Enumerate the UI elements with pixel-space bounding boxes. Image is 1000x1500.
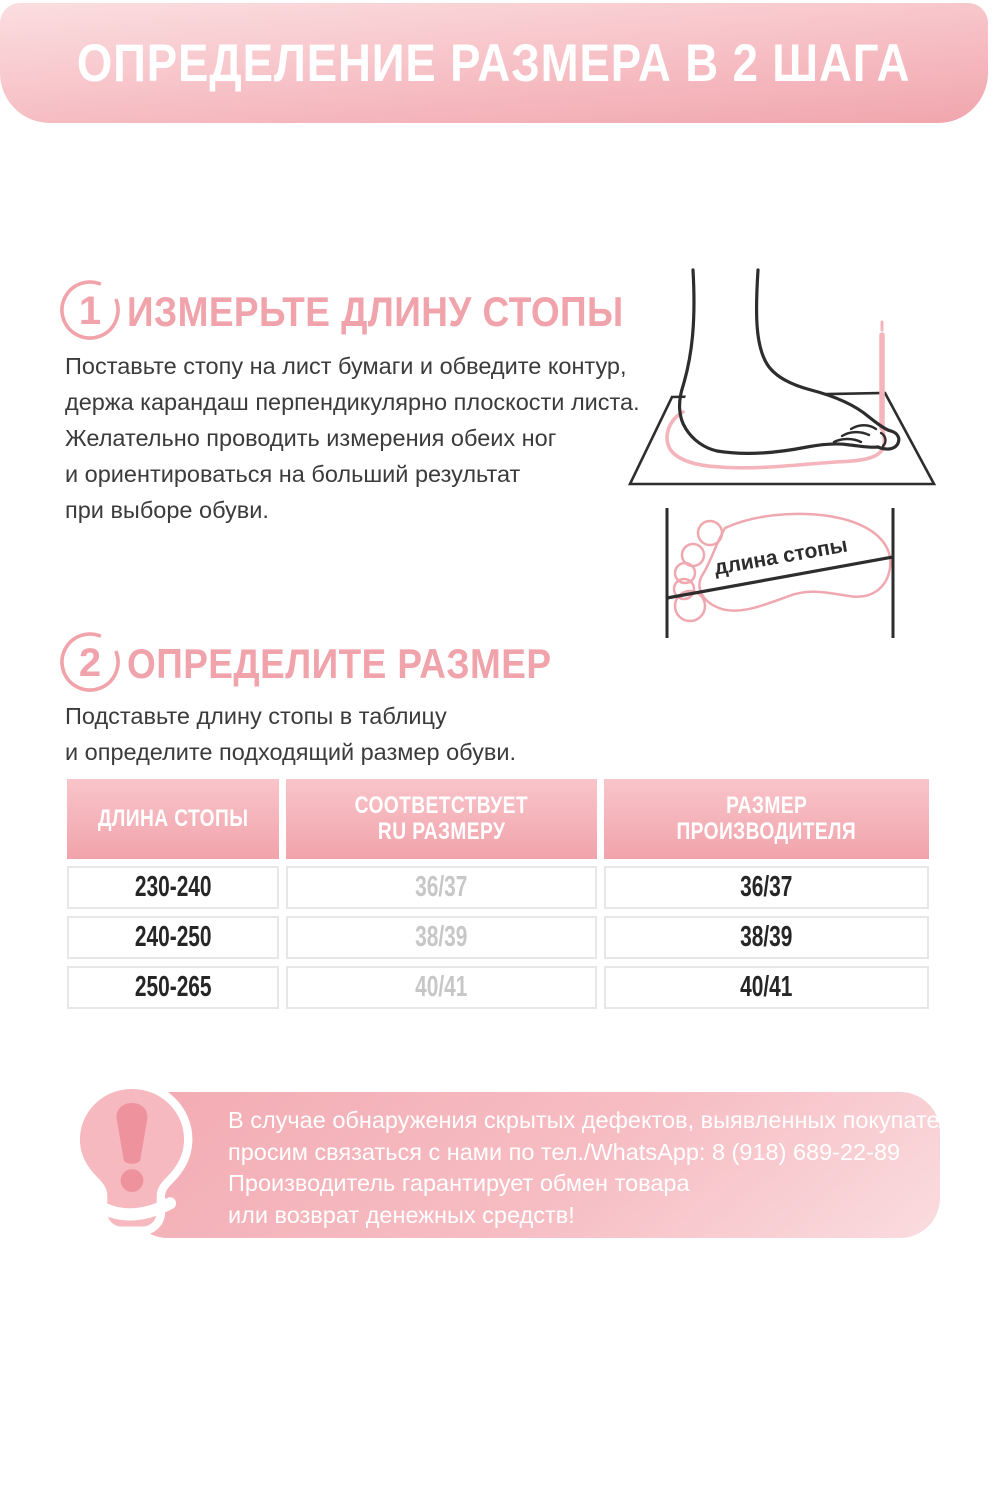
step-1-description <box>65 348 640 528</box>
table-cell-foot-length: 250-265 <box>67 966 279 1009</box>
size-table <box>67 779 929 1009</box>
step-2-line: Подставьте длину стопы в таблицу <box>65 703 447 729</box>
step-1-line: держа карандаш перпендикулярно плоскости листа. <box>65 389 640 415</box>
foot-length-illustration <box>640 500 920 660</box>
table-cell-ru-size: 36/37 <box>286 866 597 909</box>
foot-length-label: длина стопы <box>712 533 850 580</box>
warning-lightbulb-icon <box>56 1080 208 1237</box>
step-2-title: ОПРЕДЕЛИТЕ РАЗМЕР <box>127 640 552 687</box>
notice-line: или возврат денежных средств! <box>228 1201 575 1228</box>
column-header-foot-length: ДЛИНА СТОПЫ <box>67 779 279 859</box>
step-2-description <box>65 698 516 770</box>
step-2-number: 2 <box>78 641 102 685</box>
step-2-line: и определите подходящий размер обуви. <box>65 739 516 765</box>
table-cell-ru-size: 38/39 <box>286 916 597 959</box>
table-cell-manufacturer-size: 38/39 <box>604 916 929 959</box>
step-1-line: Поставьте стопу на лист бумаги и обведите контур, <box>65 353 627 379</box>
exclamation-dot-shape <box>121 1169 144 1192</box>
table-cell-manufacturer-size: 40/41 <box>604 966 929 1009</box>
step-1-line: Желательно проводить измерения обеих ног <box>65 425 557 451</box>
step-1-line: и ориентироваться на больший результат <box>65 461 521 487</box>
notice-line: просим связаться с нами по тел./WhatsApp: 8 (918) 689-22-89 <box>228 1138 901 1165</box>
table-cell-foot-length: 230-240 <box>67 866 279 909</box>
column-header-ru-size: СООТВЕТСТВУЕТ RU РАЗМЕРУ <box>286 779 597 859</box>
notice-line: Производитель гарантирует обмен товара <box>228 1170 690 1196</box>
notice-line: В случае обнаружения скрытых дефектов, выявленных покупателем, <box>228 1107 989 1133</box>
step-1-title: ИЗМЕРЬТЕ ДЛИНУ СТОПЫ <box>127 288 624 335</box>
warranty-notice <box>128 1092 989 1238</box>
page-title: ОПРЕДЕЛЕНИЕ РАЗМЕРА В 2 ШАГА <box>77 33 911 93</box>
table-cell-foot-length: 240-250 <box>67 916 279 959</box>
step-1-badge-icon <box>56 274 124 344</box>
step-2-badge-icon <box>56 626 124 696</box>
step-1-number: 1 <box>78 289 102 333</box>
step-1-line: при выборе обуви. <box>65 497 269 523</box>
foot-tracing-illustration <box>620 262 1000 512</box>
table-cell-manufacturer-size: 36/37 <box>604 866 929 909</box>
table-cell-ru-size: 40/41 <box>286 966 597 1009</box>
header-banner <box>0 3 988 123</box>
column-header-manufacturer-size: РАЗМЕР ПРОИЗВОДИТЕЛЯ <box>604 779 929 859</box>
